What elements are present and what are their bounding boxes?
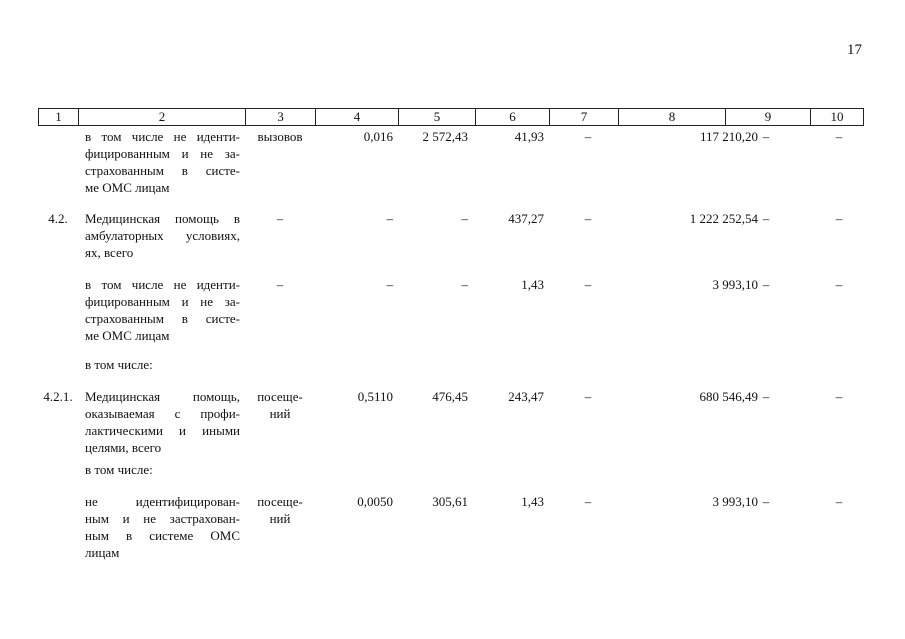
row-cost: 2 572,43: [422, 129, 468, 144]
header-col-4: 4: [316, 109, 399, 125]
row-unit: посеще- ний: [257, 494, 303, 526]
row-norm: 0,0050: [357, 494, 393, 509]
row-per-capita: 41,93: [514, 129, 544, 144]
row-description: в том числе:: [85, 462, 153, 477]
table-header-row: [38, 108, 864, 126]
row-col-9: –: [762, 129, 770, 144]
header-col-8: 8: [619, 109, 726, 125]
row-description: Медицинская помощь в амбулаторных условиях, ях, всего: [85, 211, 240, 260]
row-description: в том числе:: [85, 357, 153, 372]
header-col-6: 6: [476, 109, 550, 125]
row-description: Медицинская помощь, оказываемая с профи- лактическими и иными целями, всего: [85, 389, 240, 455]
row-cost: 476,45: [432, 389, 468, 404]
tariff-table: [38, 108, 864, 560]
row-number: 4.2.1.: [43, 389, 73, 404]
row-col-7: –: [584, 494, 592, 509]
row-total: 117 210,20: [699, 129, 758, 144]
row-total: 1 222 252,54: [689, 211, 758, 226]
row-col-10: –: [835, 389, 843, 404]
row-unit: посеще- ний: [257, 389, 303, 421]
row-col-7: –: [584, 211, 592, 226]
row-col-9: –: [762, 494, 770, 509]
row-col-9: –: [762, 211, 770, 226]
header-col-3: 3: [246, 109, 316, 125]
row-col-7: –: [584, 277, 592, 292]
row-norm: 0,016: [363, 129, 393, 144]
row-col-10: –: [835, 211, 843, 226]
row-col-10: –: [835, 494, 843, 509]
row-description: не идентифицирован- ным и не застрахован- ным в системе ОМС лицам: [85, 494, 240, 560]
header-col-7: 7: [550, 109, 619, 125]
row-description: в том числе не иденти- фицированным и не за- страхованным в систе- ме ОМС лицам: [85, 129, 240, 195]
row-norm: 0,5110: [357, 389, 393, 404]
row-per-capita: 1,43: [521, 277, 544, 292]
row-total: 3 993,10: [712, 494, 758, 509]
row-norm: –: [386, 211, 393, 226]
row-per-capita: 437,27: [508, 211, 544, 226]
row-unit: –: [276, 211, 284, 226]
header-col-5: 5: [399, 109, 476, 125]
header-col-9: 9: [726, 109, 811, 125]
row-cost: –: [461, 211, 468, 226]
header-col-1: 1: [39, 109, 79, 125]
row-per-capita: 1,43: [521, 494, 544, 509]
row-col-10: –: [835, 277, 843, 292]
row-description: в том числе не иденти- фицированным и не за- страхованным в систе- ме ОМС лицам: [85, 277, 240, 343]
page-number: 17: [847, 42, 862, 58]
row-total: 680 546,49: [699, 389, 758, 404]
row-col-9: –: [762, 389, 770, 404]
row-cost: 305,61: [432, 494, 468, 509]
row-col-7: –: [584, 389, 592, 404]
row-norm: –: [386, 277, 393, 292]
header-col-2: 2: [79, 109, 246, 125]
row-unit: вызовов: [257, 129, 303, 144]
row-col-9: –: [762, 277, 770, 292]
row-col-7: –: [584, 129, 592, 144]
row-per-capita: 243,47: [508, 389, 544, 404]
row-cost: –: [461, 277, 468, 292]
row-number: 4.2.: [48, 211, 68, 226]
header-col-10: 10: [830, 109, 844, 124]
row-unit: –: [276, 277, 284, 292]
row-total: 3 993,10: [712, 277, 758, 292]
row-col-10: –: [835, 129, 843, 144]
